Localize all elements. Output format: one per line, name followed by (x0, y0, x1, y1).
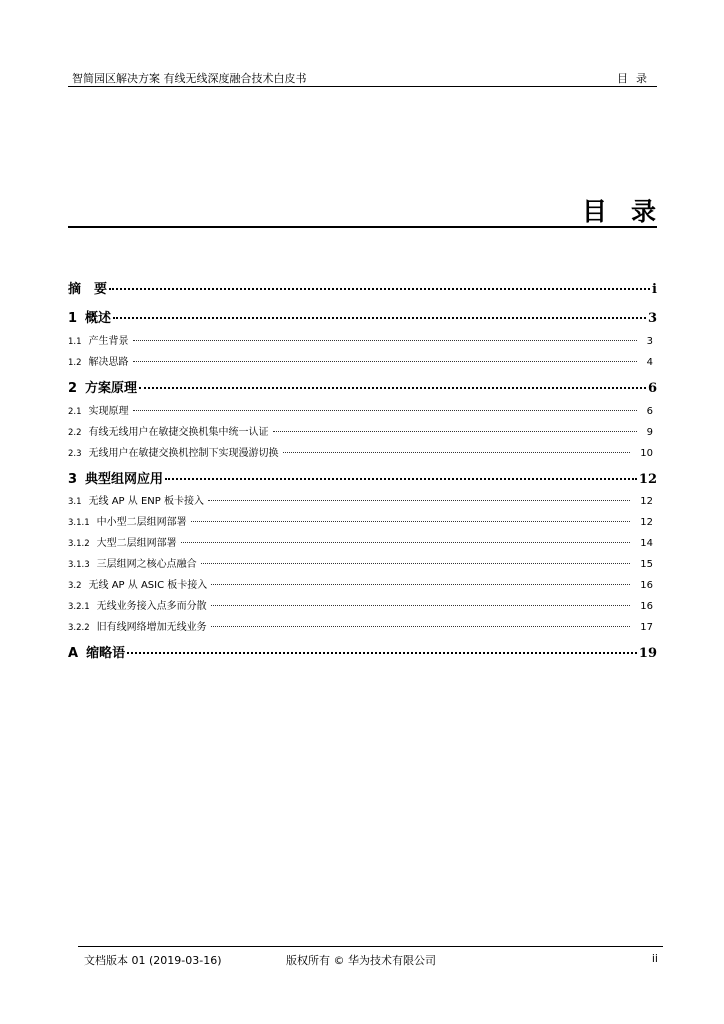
toc-entry-2-3[interactable] (68, 444, 657, 459)
toc-entry-page: 15 (640, 559, 653, 570)
toc-leader (191, 520, 631, 522)
toc-entry-title: 产生背景 (88, 336, 129, 347)
toc-entry-number: 3.2 (68, 581, 82, 591)
footer-page-number: ii (651, 952, 658, 965)
toc-entry-title: 摘 要 (68, 282, 108, 297)
toc-entry-1-1[interactable] (68, 332, 657, 347)
toc-leader (109, 287, 650, 290)
toc-entry-title: 解决思路 (88, 357, 129, 368)
toc-entry-title: 无线 AP 从 ENP 板卡接入 (88, 496, 204, 507)
toc-entry-page: 14 (640, 538, 653, 549)
toc-entry-abstract[interactable] (68, 278, 657, 297)
toc-entry-number: 2.1 (68, 407, 82, 417)
toc-entry-number: 3 (68, 472, 78, 487)
toc-entry-page: 12 (638, 472, 657, 487)
toc-leader (127, 651, 637, 654)
toc-entry-number: 3.2.2 (68, 623, 90, 633)
toc-entry-3-2[interactable] (68, 576, 657, 591)
toc-entry-number: 3.1 (68, 497, 82, 507)
toc-entry-page: 19 (638, 646, 657, 661)
toc-entry-number: 1.1 (68, 337, 82, 347)
toc-entry-3[interactable] (68, 468, 657, 487)
toc-entry-title: 旧有线网络增加无线业务 (96, 622, 207, 633)
toc-leader (139, 386, 646, 389)
toc-entry-title: 无线业务接入点多而分散 (96, 601, 207, 612)
toc-leader (181, 541, 631, 543)
toc-leader (133, 409, 637, 411)
footer-divider (78, 946, 663, 947)
toc-entry-page: 17 (640, 622, 653, 633)
toc-entry-number: 1.2 (68, 358, 82, 368)
toc-leader (165, 477, 637, 480)
toc-entry-page: 12 (640, 496, 653, 507)
title-divider (68, 226, 657, 228)
toc-entry-number: 2.2 (68, 428, 82, 438)
toc-leader (201, 562, 631, 564)
page-title: 目录 (581, 197, 680, 226)
toc-leader (273, 430, 637, 432)
header-section-title: 目录 (617, 72, 655, 85)
toc-entry-page: 9 (646, 427, 653, 438)
toc-entry-title: 大型二层组网部署 (96, 538, 177, 549)
toc-entry-3-1-2[interactable] (68, 534, 657, 549)
toc-entry-2[interactable] (68, 377, 657, 396)
toc-entry-title: 缩略语 (86, 646, 126, 661)
toc-entry-3-1[interactable] (68, 492, 657, 507)
toc-entry-number: 2.3 (68, 449, 82, 459)
toc-entry-appendix-a[interactable] (68, 642, 657, 661)
toc-leader (211, 625, 631, 627)
toc-leader (211, 583, 630, 585)
toc-leader (208, 499, 630, 501)
toc-entry-number: 3.1.1 (68, 518, 90, 528)
toc-entry-title: 中小型二层组网部署 (96, 517, 187, 528)
toc-entry-number: 3.2.1 (68, 602, 90, 612)
toc-entry-1[interactable] (68, 307, 657, 326)
toc-entry-page: 12 (640, 517, 653, 528)
toc-entry-3-1-1[interactable] (68, 513, 657, 528)
toc-entry-page: 3 (646, 336, 653, 347)
toc-entry-3-2-2[interactable] (68, 618, 657, 633)
toc-entry-title: 三层组网之核心点融合 (96, 559, 197, 570)
toc-entry-page: 3 (647, 311, 657, 326)
toc-entry-title: 无线用户在敏捷交换机控制下实现漫游切换 (88, 448, 279, 459)
toc-entry-number: A (68, 646, 79, 661)
toc-entry-2-2[interactable] (68, 423, 657, 438)
toc-entry-page: 6 (647, 381, 657, 396)
toc-entry-2-1[interactable] (68, 402, 657, 417)
footer-copyright: 版权所有 © 华为技术有限公司 (286, 954, 436, 967)
toc-leader (113, 316, 646, 319)
toc-entry-number: 2 (68, 381, 78, 396)
toc-entry-page: 6 (646, 406, 653, 417)
toc-entry-page: 10 (640, 448, 653, 459)
toc-entry-title: 典型组网应用 (85, 472, 164, 487)
toc-entry-title: 方案原理 (85, 381, 138, 396)
page-header (68, 66, 657, 87)
toc-entry-number: 3.1.3 (68, 560, 90, 570)
toc-entry-3-2-1[interactable] (68, 597, 657, 612)
footer-version: 文档版本 01 (2019-03-16) (84, 954, 222, 967)
toc-leader (283, 451, 631, 453)
toc-entry-page: i (652, 282, 657, 297)
toc-entry-number: 1 (68, 311, 78, 326)
header-doc-title: 智简园区解决方案 有线无线深度融合技术白皮书 (72, 72, 307, 85)
toc-entry-title: 概述 (85, 311, 112, 326)
toc-entry-1-2[interactable] (68, 353, 657, 368)
toc-entry-page: 16 (640, 580, 653, 591)
toc-entry-page: 16 (640, 601, 653, 612)
toc-entry-title: 实现原理 (88, 406, 129, 417)
toc-leader (211, 604, 631, 606)
toc-leader (133, 360, 637, 362)
toc-entry-title: 有线无线用户在敏捷交换机集中统一认证 (88, 427, 269, 438)
toc-entry-number: 3.1.2 (68, 539, 90, 549)
toc-entry-3-1-3[interactable] (68, 555, 657, 570)
toc-entry-title: 无线 AP 从 ASIC 板卡接入 (88, 580, 208, 591)
toc-entry-page: 4 (646, 357, 653, 368)
toc-leader (133, 339, 637, 341)
